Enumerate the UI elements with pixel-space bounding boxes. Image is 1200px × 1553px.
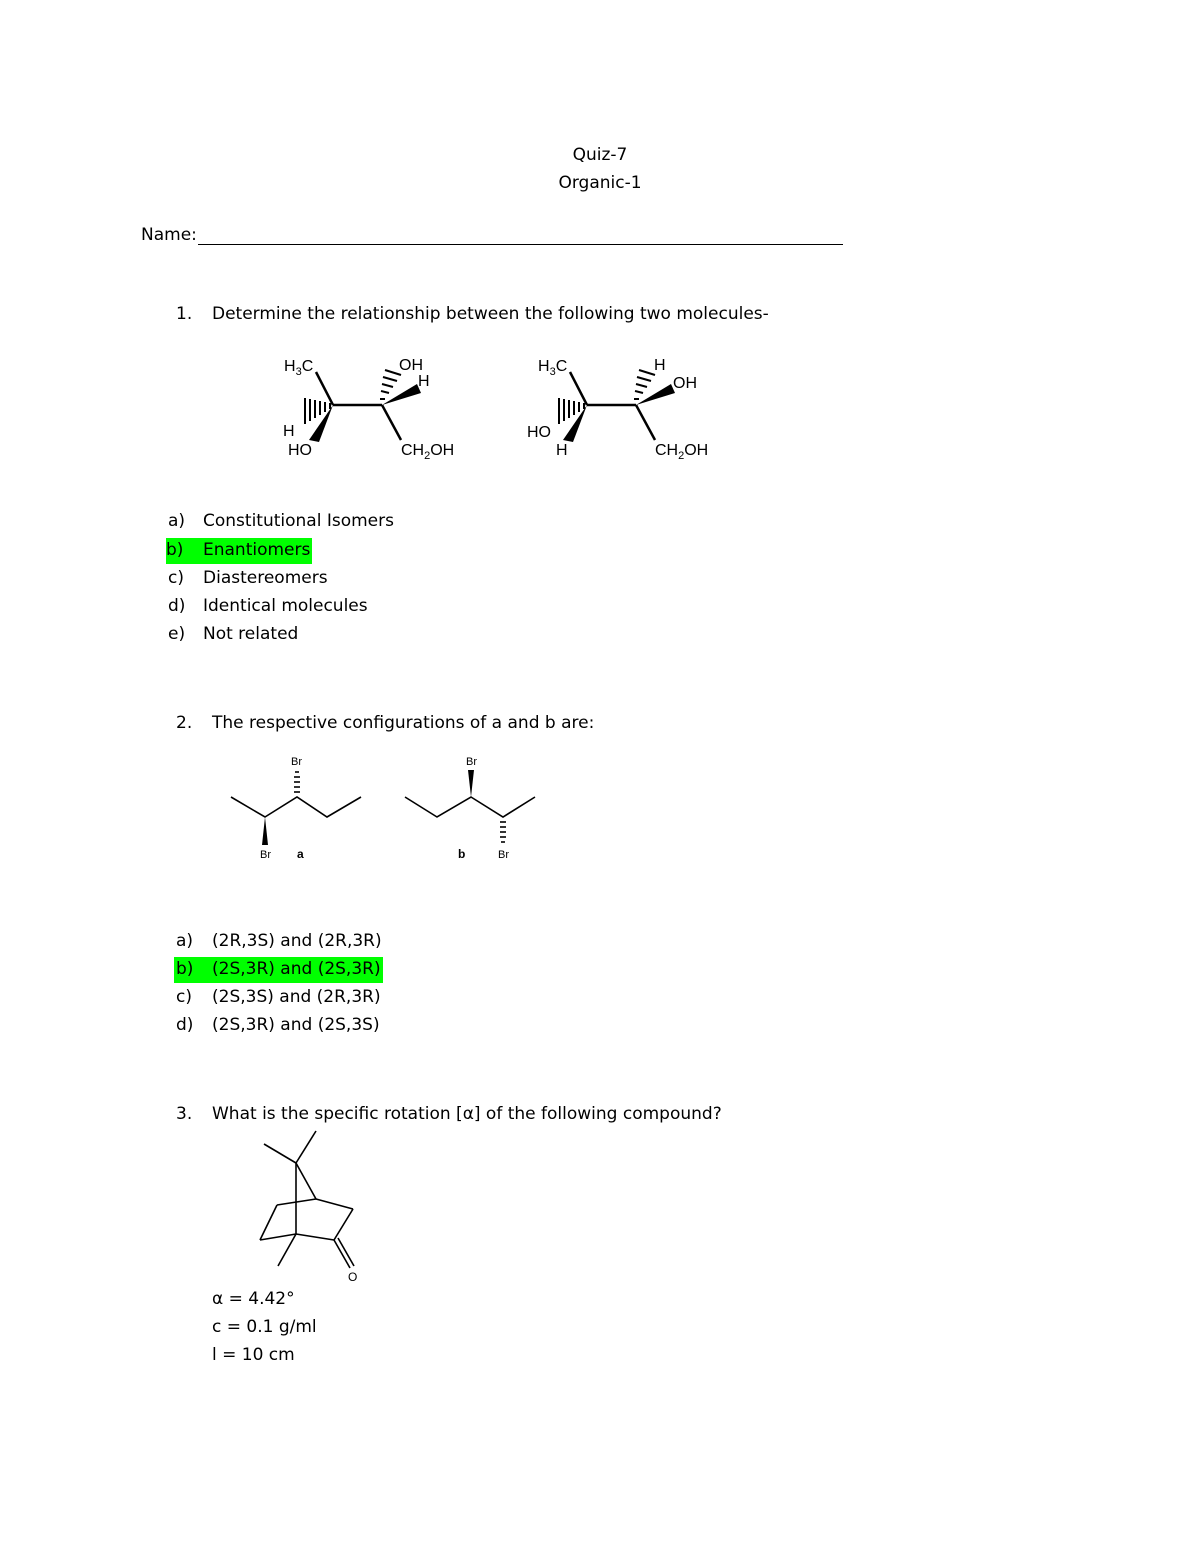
q2-question: The respective configurations of a and b are: <box>212 713 595 733</box>
q3-number: 3. <box>176 1104 193 1124</box>
q2-option-a-letter: a) <box>176 931 194 951</box>
q1-option-b[interactable]: Enantiomers <box>203 538 312 564</box>
m1-h3c: $H_3C$ <box>284 358 314 378</box>
structure-a <box>231 772 361 845</box>
q1-option-d-letter: d) <box>168 596 186 616</box>
given-concentration: c = 0.1 g/ml <box>212 1317 317 1337</box>
q1-option-a-letter: a) <box>168 511 186 531</box>
m1-h-left: H <box>283 423 295 440</box>
q1-number: 1. <box>176 304 193 324</box>
q2-number: 2. <box>176 713 193 733</box>
quiz-subtitle: Organic-1 <box>558 173 642 193</box>
a-br-top: Br <box>291 756 302 768</box>
q2-option-c[interactable]: (2S,3S) and (2R,3R) <box>212 987 381 1007</box>
q1-option-e[interactable]: Not related <box>203 624 299 644</box>
structure-b-label: b <box>458 847 466 861</box>
m1-oh-top: OH <box>399 357 423 374</box>
q1-question: Determine the relationship between the following two molecules- <box>212 304 769 324</box>
camphor-o: O <box>348 1270 358 1284</box>
camphor-structure <box>260 1131 354 1268</box>
b-br-top: Br <box>466 756 477 768</box>
q2-option-c-letter: c) <box>176 987 192 1007</box>
m2-h3c: $H_3C$ <box>538 358 568 378</box>
q2-option-b-letter: b) <box>174 957 213 983</box>
b-br-bottom: Br <box>498 849 509 861</box>
quiz-title: Quiz-7 <box>572 145 628 165</box>
q1-option-c[interactable]: Diastereomers <box>203 568 328 588</box>
name-label: Name: <box>141 225 197 245</box>
structure-b <box>405 770 535 842</box>
q1-option-a[interactable]: Constitutional Isomers <box>203 511 394 531</box>
m2-h-bottom: H <box>556 442 568 459</box>
q2-option-d[interactable]: (2S,3R) and (2S,3S) <box>212 1015 380 1035</box>
q2-option-b[interactable]: (2S,3R) and (2S,3R) <box>212 957 383 983</box>
m1-ho: HO <box>288 442 312 459</box>
q2-option-d-letter: d) <box>176 1015 194 1035</box>
molecule-1-structure <box>305 370 421 442</box>
q1-option-c-letter: c) <box>168 568 184 588</box>
molecule-2-structure <box>559 370 675 442</box>
m1-ch2oh: $CH_2OH$ <box>401 442 455 462</box>
given-alpha: α = 4.42° <box>212 1289 295 1309</box>
q1-option-e-letter: e) <box>168 624 186 644</box>
q2-option-a[interactable]: (2R,3S) and (2R,3R) <box>212 931 382 951</box>
m2-oh-right: OH <box>673 375 697 392</box>
m1-h-right: H <box>418 373 430 390</box>
q1-option-d[interactable]: Identical molecules <box>203 596 368 616</box>
q3-question: What is the specific rotation [α] of the following compound? <box>212 1104 722 1124</box>
given-length: l = 10 cm <box>212 1345 295 1365</box>
m2-h-top: H <box>654 357 666 374</box>
q1-option-b-letter: b) <box>166 538 204 564</box>
m2-ch2oh: $CH_2OH$ <box>655 442 709 462</box>
structure-a-label: a <box>297 847 304 861</box>
a-br-bottom: Br <box>260 849 271 861</box>
m2-ho-left: HO <box>527 424 551 441</box>
